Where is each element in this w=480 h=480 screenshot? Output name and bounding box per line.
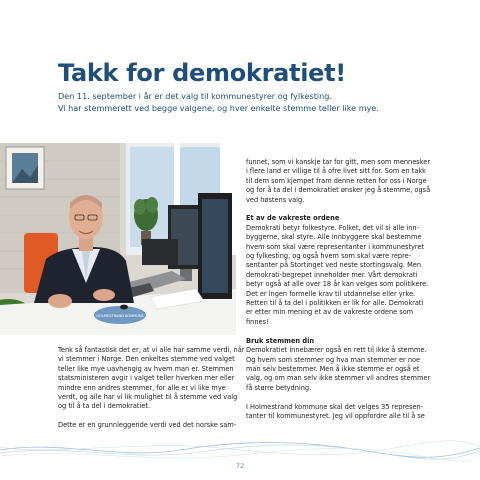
text-line: vi stemmer i Norge. Den enkeltes stemme ved valget [58,355,235,364]
text-line: valg, og om man selv ikke stemmer vil andres stemmer [246,374,431,383]
mousepad-text: HOLMESTRAND KOMMUNE [96,314,144,318]
text-line: få større betydning. [246,383,312,392]
text-line: funnet, som vi kanskje tar for gitt, men som mennesker [246,158,431,166]
lead-line: Vi har stemmerett ved begge valgene, og hver enkelte stemme teller like mye. [58,103,379,113]
text-line: og til å ta del i demokratiet. [58,402,151,411]
paragraph-gap [246,327,426,336]
paragraph-gap [246,393,426,402]
text-line: Demokratiet innebærer også en rett til ikke å stemme. [246,346,427,355]
text-line: Og hvem som stemmer og hva man stemmer er noe [246,355,421,364]
paragraph-gap [58,412,236,421]
text-line: mindre enn andres stemmer, for alle er vi like mye [58,383,226,392]
text-line: og fylkesting, og også hvem som skal være repre- [246,252,412,261]
text-line: Retten til å ta del i politikken er lik for alle. Demokrati [246,299,424,308]
text-line: er etter min mening et av de vakreste ordene som [246,308,414,317]
text-line: og for å ta del i demokratiet ønsker jeg å stemme, også [246,186,431,195]
text-line: finnes! [246,317,269,326]
right-column-text [246,158,431,421]
page-number: 72 [235,462,245,470]
text-line: man selv bestemmer. Men å ikke stemme er også et [246,364,420,373]
section-heading: Bruk stemmen din [246,336,315,345]
text-line: Dette er en grunnleggende verdi ved det norske sam- [58,421,237,430]
lead-paragraph [58,90,458,114]
text-line: i flere land er villige til å ofre livet sitt for. Som en takk [246,167,427,176]
text-line: ved høstens valg. [246,195,305,204]
paragraph-gap [246,205,426,214]
text-line: teller like mye uavhengig av hvem man er. Stemmen [58,364,234,373]
text-line: hvem som skal være representanter i kommunestyret [246,242,425,251]
text-line: demokrati-begrepet inneholder mer. Vårt demokrati [246,270,418,279]
text-line: betyr også at alle over 18 år kan velges som politikere. [246,280,429,289]
text-line: verdt, og alle har vi lik mulighet til å stemme ved valg [58,393,238,402]
section-heading: Et av de vakreste ordene [246,214,340,223]
text-line: Tenk så fantastisk det er, at vi alle har samme verdi, når [58,346,245,354]
text-line: tanter til kommunestyret. Jeg vil oppfordre alle til å se [246,411,425,420]
text-line: I Holmestrand kommune skal det velges 35 represen- [246,402,424,411]
lead-line: Den 11. september i år er det valg til kommunestyrer og fylkesting. [58,91,332,101]
text-line: Det er ingen formelle krav til utdannelse eller yrke. [246,289,416,298]
left-column-text [58,346,245,431]
text-line: statsministeren avgir i valget teller hverken mer eller [58,374,235,383]
text-line: Demokrati betyr folkestyre. Folket, det vil si alle inn- [246,223,419,232]
decorative-wave-lines [0,438,480,464]
text-line: byggerne, skal styre. Alle innbyggere skal bestemme [246,233,422,242]
photo-man-at-desk [0,143,236,335]
text-line: til dem som kjempet fram denne retten for oss i Norge [246,176,427,185]
text-line: sentanter på Stortinget ved neste stortingsvalg. Men [246,261,421,270]
page-title: Takk for demokratiet! [58,59,346,87]
